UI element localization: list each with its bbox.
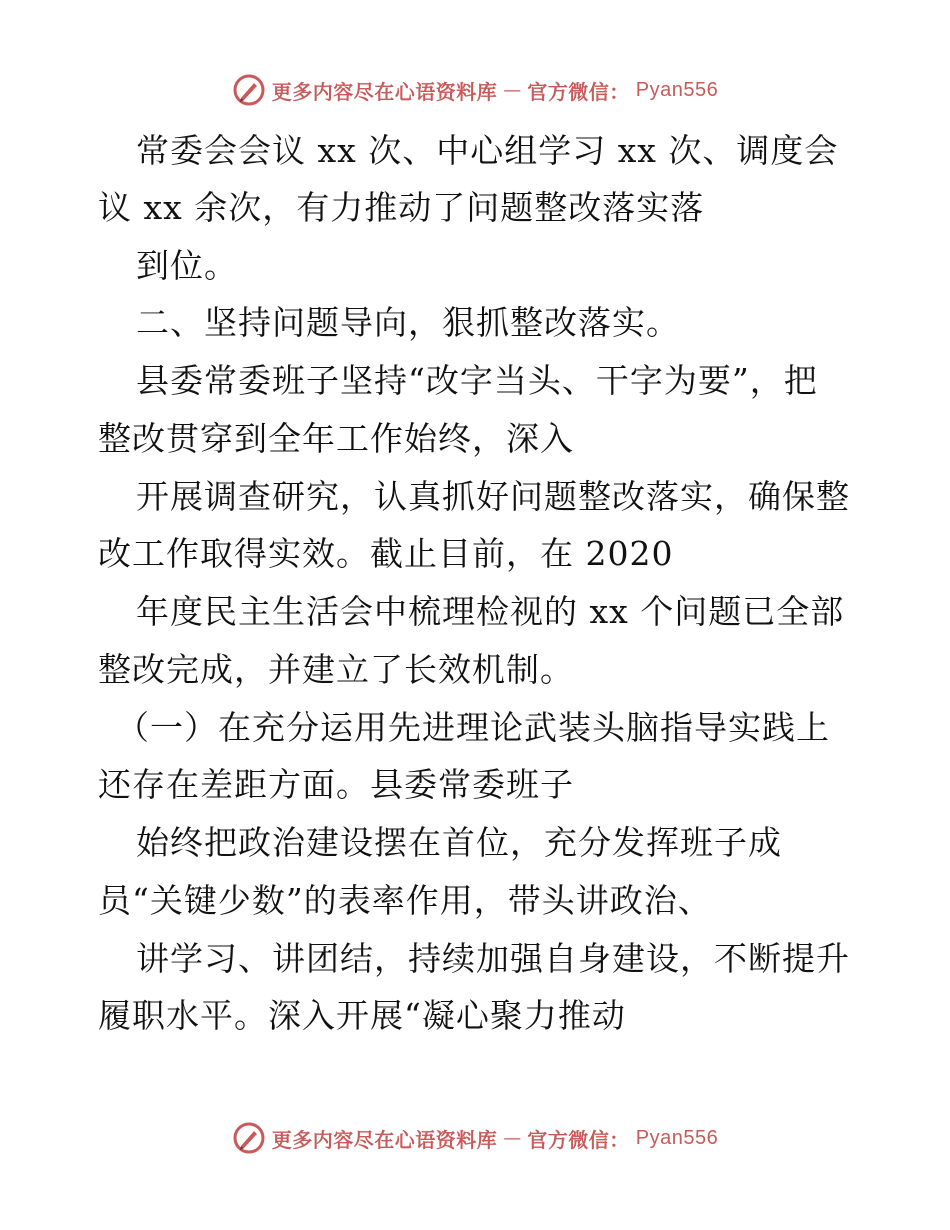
text-line-6: 整改贯穿到全年工作始终，深入 bbox=[98, 419, 574, 458]
text-line-5: 县委常委班子坚持“改字当头、干字为要”，把 bbox=[136, 361, 818, 400]
subsection-heading: （一）在充分运用先进理论武装头脑指导实践上 bbox=[116, 708, 830, 747]
section-heading: 二、坚持问题导向，狠抓整改落实。 bbox=[136, 303, 680, 342]
banner-separator: — bbox=[503, 79, 522, 101]
text-line-12: 还存在差距方面。县委常委班子 bbox=[98, 765, 574, 804]
text-line-14: 员“关键少数”的表率作用，带头讲政治、 bbox=[98, 881, 712, 920]
text-line-7: 开展调查研究，认真抓好问题整改落实，确保整 bbox=[136, 477, 850, 516]
text-line-3: 到位。 bbox=[136, 246, 238, 285]
header-banner bbox=[0, 70, 950, 110]
banner-separator: — bbox=[503, 1127, 522, 1149]
footer-banner bbox=[0, 1118, 950, 1158]
text-line-1: 常委会会议 xx 次、中心组学习 xx 次、调度会 bbox=[136, 131, 839, 170]
banner-text: 更多内容尽在心语资料库 bbox=[271, 79, 498, 104]
text-line-16: 履职水平。深入开展“凝心聚力推动 bbox=[98, 996, 626, 1035]
text-line-15: 讲学习、讲团结，持续加强自身建设，不断提升 bbox=[136, 939, 850, 978]
wechat-id: Pyan556 bbox=[635, 78, 719, 101]
text-line-2: 议 xx 余次，有力推动了问题整改落实落 bbox=[98, 188, 705, 227]
banner-text: 更多内容尽在心语资料库 bbox=[271, 1127, 498, 1152]
text-line-10: 整改完成，并建立了长效机制。 bbox=[98, 650, 574, 689]
wechat-label: 官方微信： bbox=[527, 79, 630, 104]
text-line-9: 年度民主生活会中梳理检视的 xx 个问题已全部 bbox=[136, 592, 845, 631]
text-line-13: 始终把政治建设摆在首位，充分发挥班子成 bbox=[136, 823, 782, 862]
pen-logo-icon bbox=[232, 73, 266, 107]
text-line-8: 改工作取得实效。截止目前，在 2020 bbox=[98, 534, 674, 573]
pen-logo-icon bbox=[232, 1121, 266, 1155]
wechat-label: 官方微信： bbox=[527, 1127, 630, 1152]
wechat-id: Pyan556 bbox=[635, 1126, 719, 1149]
